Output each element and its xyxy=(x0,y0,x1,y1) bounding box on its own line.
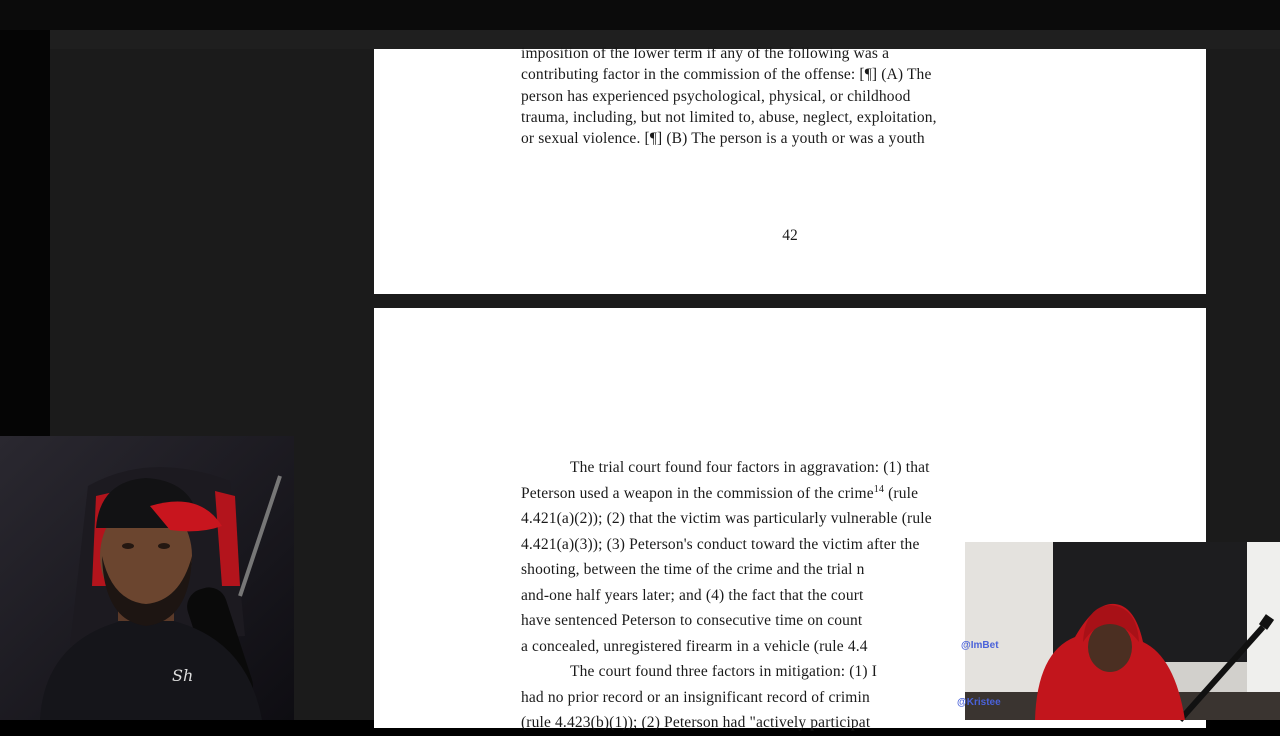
pdf-page-42 xyxy=(374,45,1206,294)
text-line: imposition of the lower term if any of the following was a xyxy=(521,45,890,62)
text-line: had no prior record or an insignificant record of crimin xyxy=(521,688,870,706)
social-handle: @ImBet xyxy=(961,640,999,651)
text-line: and-one half years later; and (4) the fact that the court xyxy=(521,586,864,604)
text-line: contributing factor in the commission of the offense: [¶] (A) The xyxy=(521,66,932,84)
text-line xyxy=(521,481,1081,507)
webcam-overlay-right xyxy=(957,542,1280,720)
text-line-part: Peterson used a weapon in the commission of the crime xyxy=(521,484,874,502)
text-line: (rule 4.423(b)(1)); (2) Peterson had "actively participat xyxy=(521,714,871,731)
text-line: trauma, including, but not limited to, abuse, neglect, exploitation, xyxy=(521,108,937,126)
text-line: person has experienced psychological, physical, or childhood xyxy=(521,87,911,105)
text-line: The trial court found four factors in aggravation: (1) that xyxy=(570,459,930,476)
page-42-text xyxy=(521,43,1081,149)
text-line: The court found three factors in mitigation: (1) I xyxy=(570,663,878,680)
top-bar xyxy=(0,0,1280,30)
text-line: 4.421(a)(2)); (2) that the victim was particularly vulnerable (rule xyxy=(521,510,932,527)
webcam-overlay-left xyxy=(0,436,294,720)
footnote-ref[interactable]: 14 xyxy=(873,483,885,495)
page-number: 42 xyxy=(782,227,798,244)
text-line-part: (rule xyxy=(884,484,919,502)
text-line: shooting, between the time of the crime and the trial n xyxy=(521,561,865,578)
social-handle: @Kristee xyxy=(957,697,1001,708)
text-line: or sexual violence. [¶] (B) The person is a youth or was a youth xyxy=(521,130,925,148)
text-line: have sentenced Peterson to consecutive time on count xyxy=(521,612,863,629)
streamer-image-right xyxy=(965,542,1280,720)
streamer-image-left xyxy=(0,436,294,720)
text-line: 4.421(a)(3)); (3) Peterson's conduct toward the victim after the xyxy=(521,535,920,553)
text-line: a concealed, unregistered firearm in a vehicle (rule 4.4 xyxy=(521,637,868,655)
svg-text:Sh: Sh xyxy=(172,666,194,685)
